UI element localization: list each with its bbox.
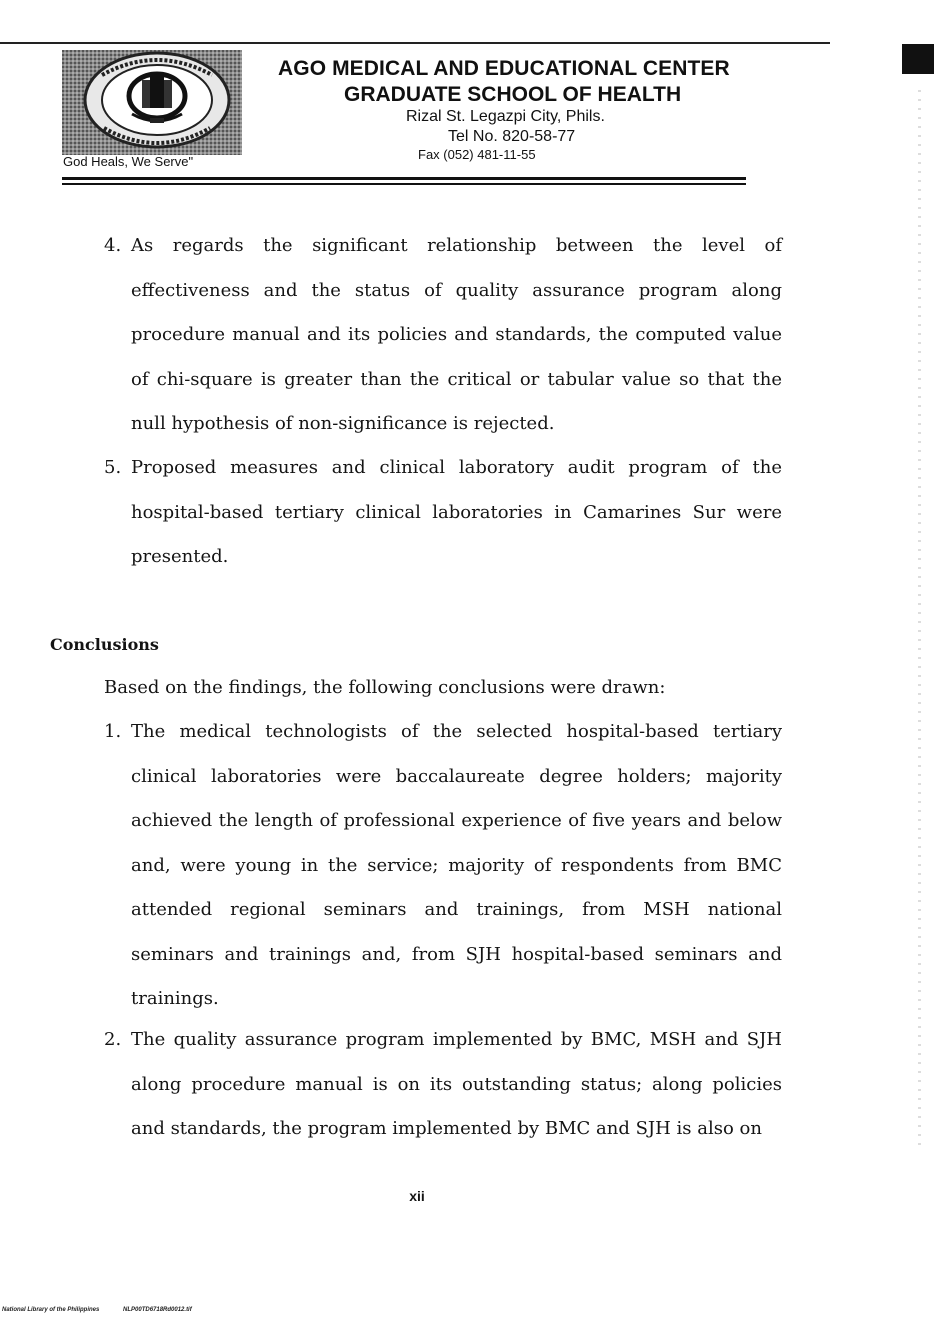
institution-name: AGO MEDICAL AND EDUCATIONAL CENTER xyxy=(278,57,730,80)
conclusion-item-1 xyxy=(104,710,782,1022)
list-number: 4. xyxy=(104,235,122,256)
conclusions-intro: Based on the findings, the following conclusions were drawn: xyxy=(104,677,666,698)
finding-text: Proposed measures and clinical laboratory audit program of the hospital-based tertiary clinical laboratories in Camarines Sur were presented. xyxy=(131,457,782,567)
conclusion-item-2 xyxy=(104,1018,782,1152)
telephone: Tel No. 820-58-77 xyxy=(448,128,576,145)
finding-item-5 xyxy=(104,446,782,580)
header-divider xyxy=(62,177,746,180)
school-name: GRADUATE SCHOOL OF HEALTH xyxy=(344,83,682,106)
scan-edge-noise xyxy=(918,90,921,1150)
finding-item-4 xyxy=(104,224,782,447)
address: Rizal St. Legazpi City, Phils. xyxy=(406,108,605,125)
letterhead xyxy=(278,56,758,164)
conclusion-text: The quality assurance program implemented by BMC, MSH and SJH along procedure manual is on its outstanding status; along policies and standards, the program implemented by BMC and SJH is also on xyxy=(131,1029,782,1139)
scan-edge-mark xyxy=(902,44,934,74)
list-number: 1. xyxy=(104,721,122,742)
conclusion-text: The medical technologists of the selected hospital-based tertiary clinical laboratories were baccalaureate degree holders; majority achieved the length of professional experience of five years and below and, were young in the service; majority of respondents from BMC attended regional seminars and trainings, from MSH national seminars and trainings and, from SJH hospital-based seminars and trainings. xyxy=(131,721,782,1009)
list-number: 5. xyxy=(104,457,122,478)
school-motto: God Heals, We Serve" xyxy=(63,154,194,169)
section-heading: Conclusions xyxy=(50,635,159,654)
fax: Fax (052) 481-11-55 xyxy=(418,147,536,162)
finding-text: As regards the significant relationship between the level of effectiveness and the status of quality assurance program along procedure manual and its policies and standards, the computed value of chi-square is greater than the critical or tabular value so that the null hypothesis of non-significance is rejected. xyxy=(131,235,782,434)
top-border-line xyxy=(0,42,830,44)
scan-footer xyxy=(2,1307,214,1313)
school-logo xyxy=(62,50,242,155)
list-number: 2. xyxy=(104,1029,122,1050)
header-divider xyxy=(62,183,746,185)
footer-file: NLP00TD6718Rd0012.tif xyxy=(123,1307,192,1313)
footer-library: National Library of the Philippines xyxy=(2,1307,100,1313)
page-number: xii xyxy=(409,1188,425,1204)
